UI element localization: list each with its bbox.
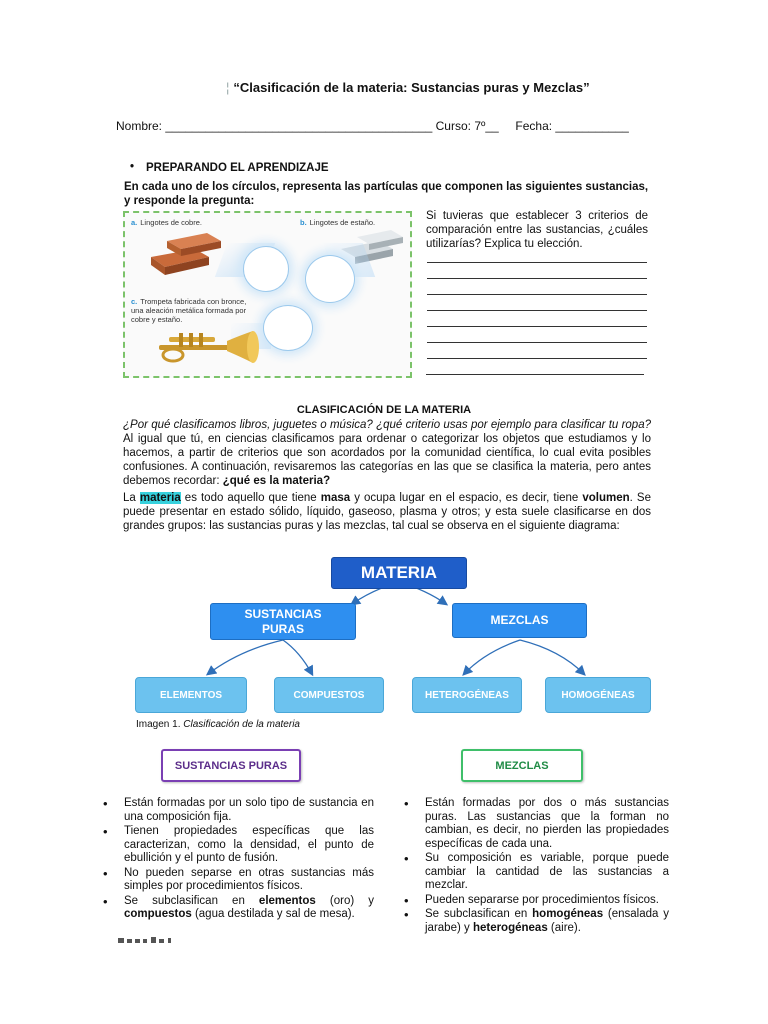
label-c: c. Trompeta fabricada con bronce, una aleación metálica formada por cobre y estaño. bbox=[131, 297, 247, 324]
list-item: • Pueden separarse por procedimientos físicos. bbox=[401, 894, 669, 908]
preparando-instruction: En cada uno de los círculos, representa las partículas que componen las siguientes sustancias, y responde la pregunta: bbox=[124, 181, 649, 207]
tick-mark: ¦ bbox=[226, 80, 230, 95]
diagram-sustancias-puras: SUSTANCIAS PURAS bbox=[210, 603, 356, 640]
materia-definition: La materia es todo aquello que tiene masa y ocupa lugar en el espacio, es decir, tiene volumen. Se puede presentar en estado sólido, líquido, gaseoso, plasma y otros; y esta suele clasificarse en dos grandes grupos: las sustancias puras y las mezclas, tal cual se observa en el siguiente diagrama: bbox=[123, 492, 651, 532]
label-b: b. Lingotes de estaño. bbox=[300, 218, 376, 227]
list-item: • Se subclasifican en homogéneas (ensalada y jarabe) y heterogéneas (aire). bbox=[401, 908, 669, 935]
clasificacion-heading: CLASIFICACIÓN DE LA MATERIA bbox=[296, 404, 472, 416]
diagram-mezclas: MEZCLAS bbox=[452, 603, 587, 638]
student-fields[interactable]: Nombre: ________________________________________ Curso: 7º__ Fecha: ___________ bbox=[116, 119, 629, 133]
list-item: • Están formadas por dos o más sustancias puras. Las sustancias que la forman no cambian, es decir, no pierden las propiedades específicas de cada una. bbox=[401, 797, 669, 851]
diagram-compuestos: COMPUESTOS bbox=[274, 677, 384, 713]
label-a: a. Lingotes de cobre. bbox=[131, 218, 202, 227]
mezclas-tag: MEZCLAS bbox=[461, 749, 583, 782]
list-item: • Están formadas por un solo tipo de sustancia en una composición fija. bbox=[100, 797, 374, 824]
mezclas-list bbox=[401, 797, 669, 936]
list-item: • Se subclasifican en elementos (oro) y compuestos (agua destilada y sal de mesa). bbox=[100, 895, 374, 922]
diagram-caption: Imagen 1. Clasificación de la materia bbox=[136, 719, 300, 730]
sustancias-puras-tag: SUSTANCIAS PURAS bbox=[161, 749, 301, 782]
title-text: “Clasificación de la materia: Sustancias puras y Mezclas” bbox=[233, 80, 590, 95]
diagram-homogeneas: HOMOGÉNEAS bbox=[545, 677, 651, 713]
list-item: • Su composición es variable, porque puede cambiar la cantidad de las sustancias a mezclar. bbox=[401, 852, 669, 893]
diagram-elementos: ELEMENTOS bbox=[135, 677, 247, 713]
diagram-heterogeneas: HETEROGÉNEAS bbox=[412, 677, 522, 713]
sustancias-puras-list bbox=[100, 797, 374, 923]
list-item: • No pueden separse en otras sustancias más simples por procedimientos físicos. bbox=[100, 867, 374, 894]
list-item: • Tienen propiedades específicas que las caracterizan, como la densidad, el punto de ebullición y el punto de fusión. bbox=[100, 825, 374, 866]
diagram-materia: MATERIA bbox=[331, 557, 467, 589]
preparando-heading: • PREPARANDO EL APRENDIZAJE bbox=[146, 162, 329, 174]
cutoff-text-fragment bbox=[118, 935, 178, 945]
comparison-question: Si tuvieras que establecer 3 criterios de comparación entre las sustancias, ¿cuáles utilizarías? Explica tu elección. bbox=[426, 210, 648, 250]
clasificacion-paragraph-1: ¿Por qué clasificamos libros, juguetes o música? ¿qué criterio usas por ejemplo para clasificar tu ropa? Al igual que tú, en ciencias clasificamos para ordenar o categorizar los objetos que estudiamos y lo hacemos, a partir de criterios que son acordados por la comunidad científica, lo cual evita posibles confusiones. A continuación, revisaremos las categorías en las que se clasifica la materia, pero antes debemos recordar: ¿qué es la materia? bbox=[123, 419, 651, 487]
